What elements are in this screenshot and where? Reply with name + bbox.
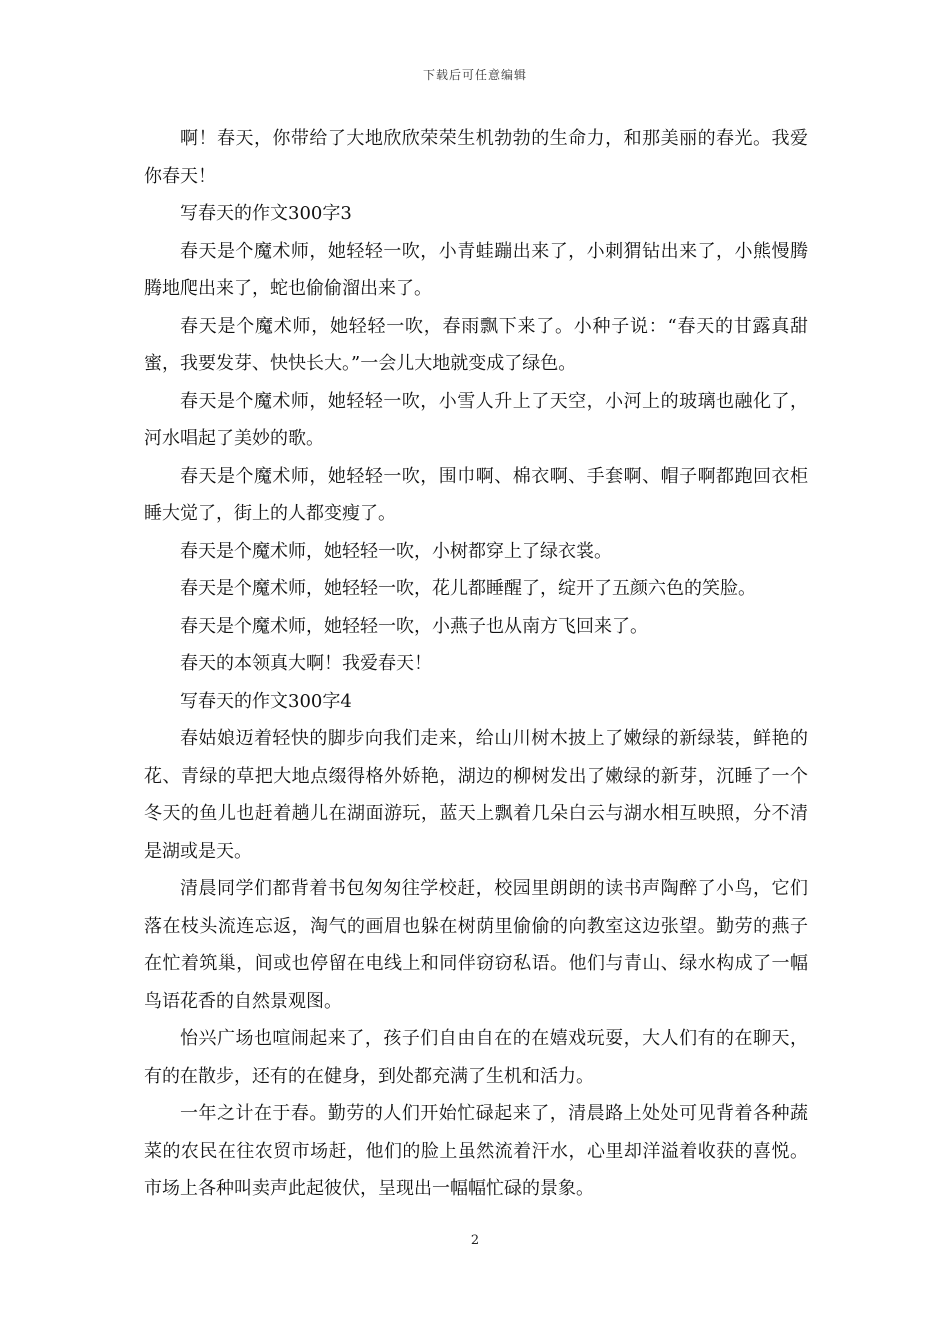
section-heading: 写春天的作文300字4 (180, 690, 352, 712)
paragraph: 春天是个魔术师，她轻轻一吹，小雪人升上了天空，小河上的玻璃也融化了，河水唱起了美妙的歌。 (144, 390, 808, 449)
paragraph: 春天是个魔术师，她轻轻一吹，花儿都睡醒了，绽开了五颜六色的笑脸。 (180, 578, 756, 599)
paragraph: 春天是个魔术师，她轻轻一吹，春雨飘下来了。小种子说：“春天的甘露真甜蜜，我要发芽、快快长大。”一会儿大地就变成了绿色。 (144, 315, 808, 374)
paragraph: 春天是个魔术师，她轻轻一吹，小燕子也从南方飞回来了。 (180, 615, 648, 637)
paragraph: 春姑娘迈着轻快的脚步向我们走来，给山川树木披上了嫩绿的新绿装，鲜艳的花、青绿的草把大地点缀得格外娇艳，湖边的柳树发出了嫩绿的新芽，沉睡了一个冬天的鱼儿也赶着趟儿在湖面游玩，蓝天上飘着几朵白云与湖水相互映照，分不清是湖或是天。 (144, 728, 808, 862)
paragraph: 春天是个魔术师，她轻轻一吹，小树都穿上了绿衣裳。 (180, 540, 612, 562)
paragraph: 春天的本领真大啊！我爱春天！ (180, 653, 432, 674)
section-heading: 写春天的作文300字3 (180, 203, 352, 224)
page-number: 2 (470, 1233, 480, 1248)
document-body (144, 120, 808, 1208)
paragraph: 清晨同学们都背着书包匆匆往学校赶，校园里朗朗的读书声陶醉了小鸟，它们落在枝头流连忘返，淘气的画眉也躲在树荫里偷偷的向教室这边张望。勤劳的燕子在忙着筑巢，间或也停留在电线上和同伴窃窃私语。他们与青山、绿水构成了一幅鸟语花香的自然景观图。 (144, 878, 808, 1012)
page-header: 下载后可任意编辑 (422, 68, 527, 82)
paragraph: 怡兴广场也喧闹起来了，孩子们自由自在的在嬉戏玩耍，大人们有的在聊天，有的在散步，还有的在健身，到处都充满了生机和活力。 (144, 1028, 808, 1087)
paragraph: 春天是个魔术师，她轻轻一吹，小青蛙蹦出来了，小刺猬钻出来了，小熊慢腾腾地爬出来了，蛇也偷偷溜出来了。 (144, 240, 808, 299)
paragraph: 春天是个魔术师，她轻轻一吹，围巾啊、棉衣啊、手套啊、帽子啊都跑回衣柜睡大觉了，街上的人都变瘦了。 (144, 465, 808, 524)
paragraph: 一年之计在于春。勤劳的人们开始忙碌起来了，清晨路上处处可见背着各种蔬菜的农民在往农贸市场赶，他们的脸上虽然流着汗水，心里却洋溢着收获的喜悦。市场上各种叫卖声此起彼伏，呈现出一幅幅忙碌的景象。 (144, 1103, 808, 1199)
paragraph: 啊！春天，你带给了大地欣欣荣荣生机勃勃的生命力，和那美丽的春光。我爱你春天！ (144, 128, 808, 187)
